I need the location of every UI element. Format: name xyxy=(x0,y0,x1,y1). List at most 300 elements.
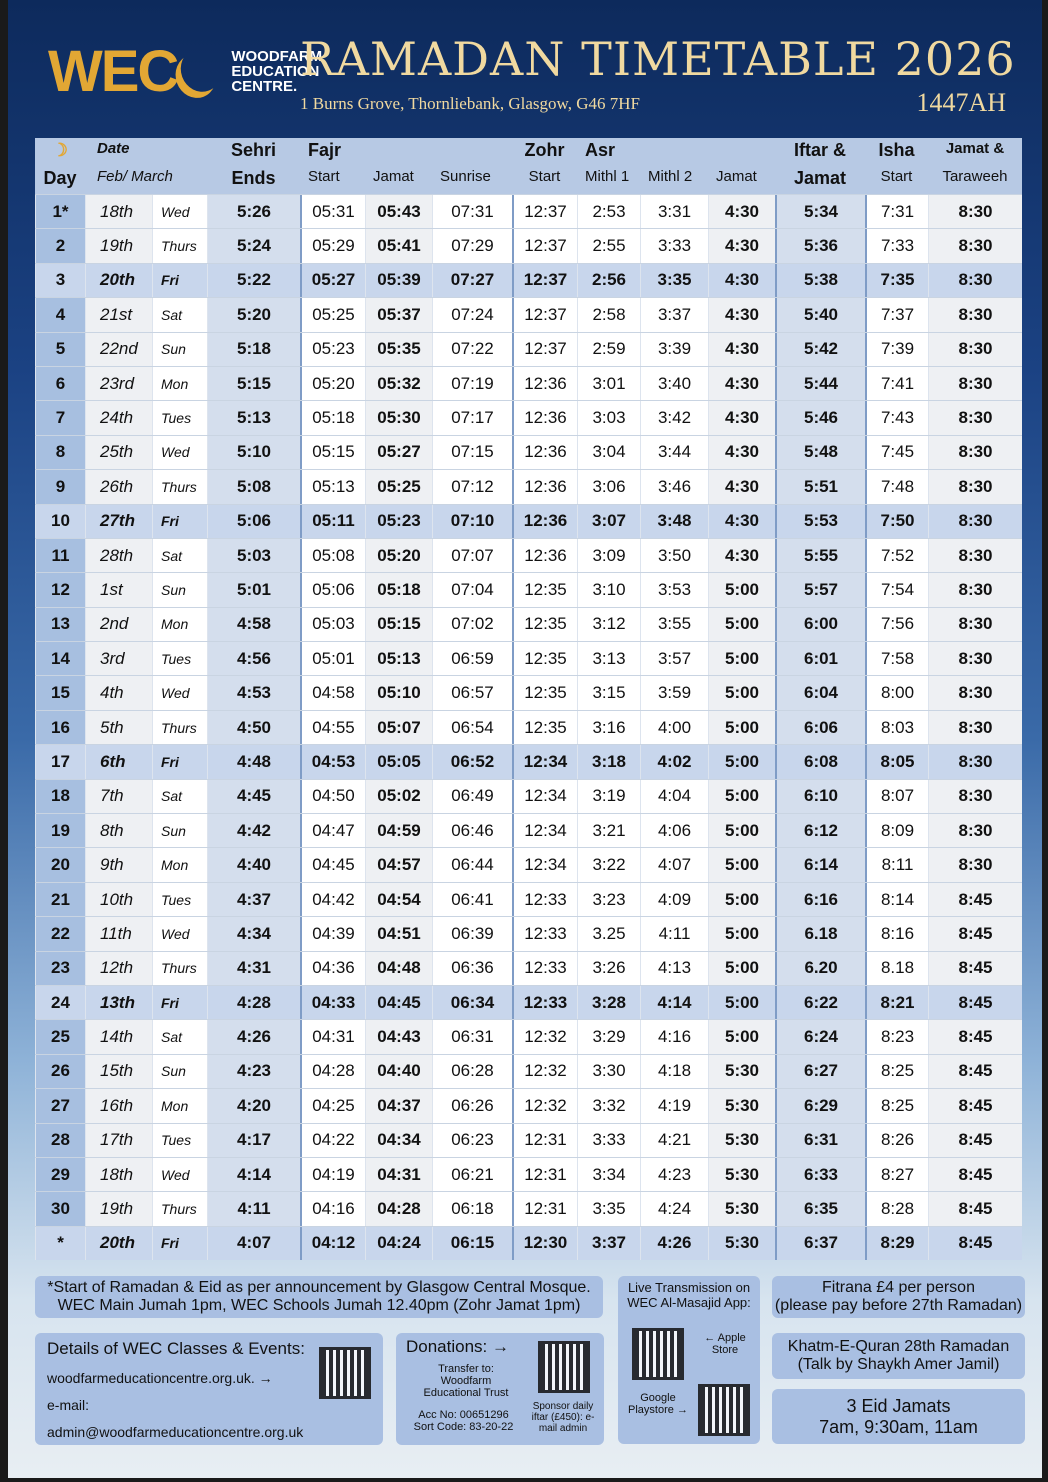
cell-taraweeh-jamat: 8:30 xyxy=(928,505,1022,538)
cell-day: 15 xyxy=(35,676,85,709)
cell-isha-start: 7:37 xyxy=(865,298,928,331)
cell-date: 16th xyxy=(85,1089,152,1122)
header-label: Mithl 2 xyxy=(648,168,693,185)
cell-asr-jamat: 5:30 xyxy=(708,1227,775,1260)
header-sunrise xyxy=(432,138,512,194)
header-label: Taraweeh xyxy=(942,168,1008,185)
cell-zohr-start: 12:36 xyxy=(512,505,577,538)
cell-zohr-start: 12:33 xyxy=(512,952,577,985)
cell-day: 8 xyxy=(35,436,85,469)
cell-day: 9 xyxy=(35,470,85,503)
cell-sehri-ends: 5:13 xyxy=(207,401,300,434)
cell-taraweeh-jamat: 8:45 xyxy=(928,1192,1022,1225)
cell-iftar-jamat: 6:24 xyxy=(775,1020,865,1053)
cell-fajr-jamat: 05:27 xyxy=(365,436,432,469)
cell-day: 11 xyxy=(35,539,85,572)
cell-sunrise: 07:12 xyxy=(432,470,512,503)
cell-zohr-start: 12:36 xyxy=(512,401,577,434)
cell-iftar-jamat: 5:48 xyxy=(775,436,865,469)
cell-taraweeh-jamat: 8:30 xyxy=(928,676,1022,709)
note-line: *Start of Ramadan & Eid as per announcement by Glasgow Central Mosque. xyxy=(47,1279,591,1296)
note-line: WEC Main Jumah 1pm, WEC Schools Jumah 12.40pm (Zohr Jamat 1pm) xyxy=(57,1297,581,1314)
cell-asr-jamat: 5:00 xyxy=(708,608,775,641)
cell-date: 20th xyxy=(85,264,152,297)
eid-title: 3 Eid Jamats xyxy=(846,1395,951,1416)
cell-fajr-start: 04:36 xyxy=(300,952,365,985)
cell-iftar-jamat: 5:46 xyxy=(775,401,865,434)
cell-weekday: Thurs xyxy=(152,952,207,985)
cell-sehri-ends: 4:31 xyxy=(207,952,300,985)
cell-asr-mithl1: 3:12 xyxy=(577,608,640,641)
header-label: Jamat xyxy=(793,168,847,188)
timetable xyxy=(35,138,1022,1260)
cell-zohr-start: 12:31 xyxy=(512,1158,577,1191)
cell-date: 14th xyxy=(85,1020,152,1053)
cell-date: 11th xyxy=(85,917,152,950)
cell-sehri-ends: 5:06 xyxy=(207,505,300,538)
cell-date: 15th xyxy=(85,1055,152,1088)
cell-sunrise: 06:46 xyxy=(432,814,512,847)
cell-taraweeh-jamat: 8:30 xyxy=(928,780,1022,813)
cell-asr-mithl1: 3:13 xyxy=(577,642,640,675)
cell-fajr-start: 05:08 xyxy=(300,539,365,572)
cell-sunrise: 06:49 xyxy=(432,780,512,813)
cell-asr-mithl2: 3:46 xyxy=(640,470,708,503)
cell-asr-mithl2: 4:19 xyxy=(640,1089,708,1122)
cell-asr-mithl2: 4:18 xyxy=(640,1055,708,1088)
table-row xyxy=(35,504,1022,538)
cell-asr-jamat: 5:00 xyxy=(708,1020,775,1053)
cell-zohr-start: 12:32 xyxy=(512,1020,577,1053)
cell-asr-mithl1: 3:32 xyxy=(577,1089,640,1122)
cell-isha-start: 8:29 xyxy=(865,1227,928,1260)
cell-date: 26th xyxy=(85,470,152,503)
cell-sehri-ends: 4:37 xyxy=(207,883,300,916)
table-row xyxy=(35,675,1022,709)
cell-day: 10 xyxy=(35,505,85,538)
cell-sunrise: 07:07 xyxy=(432,539,512,572)
cell-isha-start: 7:39 xyxy=(865,333,928,366)
cell-day: 2 xyxy=(35,229,85,262)
header-label: Sehri xyxy=(230,140,277,160)
cell-date: 24th xyxy=(85,401,152,434)
cell-asr-mithl2: 4:24 xyxy=(640,1192,708,1225)
cell-asr-mithl1: 3:37 xyxy=(577,1227,640,1260)
cell-taraweeh-jamat: 8:30 xyxy=(928,333,1022,366)
cell-fajr-jamat: 05:02 xyxy=(365,780,432,813)
cell-sehri-ends: 4:07 xyxy=(207,1227,300,1260)
sponsor-info: Sponsor daily iftar (£450): e-mail admin xyxy=(531,1401,595,1434)
live-transmission-box xyxy=(618,1276,760,1444)
cell-day: 13 xyxy=(35,608,85,641)
cell-fajr-start: 04:58 xyxy=(300,676,365,709)
cell-day: 21 xyxy=(35,883,85,916)
apple-store-link[interactable]: ← Apple Store xyxy=(704,1332,746,1356)
cell-day: 24 xyxy=(35,986,85,1019)
table-row xyxy=(35,1088,1022,1122)
cell-sunrise: 06:21 xyxy=(432,1158,512,1191)
cell-isha-start: 7:31 xyxy=(865,195,928,228)
qr-code-icon[interactable] xyxy=(698,1384,750,1436)
wec-logo xyxy=(48,38,322,105)
cell-date: 10th xyxy=(85,883,152,916)
cell-date: 19th xyxy=(85,1192,152,1225)
cell-sehri-ends: 5:20 xyxy=(207,298,300,331)
cell-iftar-jamat: 6:29 xyxy=(775,1089,865,1122)
cell-date: 4th xyxy=(85,676,152,709)
cell-sunrise: 07:04 xyxy=(432,573,512,606)
cell-taraweeh-jamat: 8:30 xyxy=(928,264,1022,297)
cell-fajr-jamat: 05:39 xyxy=(365,264,432,297)
cell-fajr-start: 04:45 xyxy=(300,848,365,881)
khatm-box xyxy=(772,1333,1025,1379)
cell-weekday: Fri xyxy=(152,1227,207,1260)
cell-sunrise: 06:31 xyxy=(432,1020,512,1053)
cell-fajr-jamat: 05:43 xyxy=(365,195,432,228)
cell-taraweeh-jamat: 8:30 xyxy=(928,539,1022,572)
cell-taraweeh-jamat: 8:30 xyxy=(928,711,1022,744)
header-sehri-ends xyxy=(207,138,300,194)
cell-asr-mithl2: 3:53 xyxy=(640,573,708,606)
cell-asr-mithl2: 3:35 xyxy=(640,264,708,297)
header-label: Sunrise xyxy=(440,168,491,185)
table-row xyxy=(35,332,1022,366)
cell-asr-mithl1: 3:34 xyxy=(577,1158,640,1191)
cell-isha-start: 8:11 xyxy=(865,848,928,881)
cell-fajr-jamat: 04:28 xyxy=(365,1192,432,1225)
cell-sehri-ends: 5:26 xyxy=(207,195,300,228)
cell-iftar-jamat: 6:00 xyxy=(775,608,865,641)
table-row xyxy=(35,435,1022,469)
header-label: Jamat xyxy=(373,168,414,185)
cell-iftar-jamat: 5:34 xyxy=(775,195,865,228)
cell-day: 4 xyxy=(35,298,85,331)
cell-sunrise: 07:10 xyxy=(432,505,512,538)
cell-asr-jamat: 4:30 xyxy=(708,436,775,469)
cell-asr-mithl2: 3:48 xyxy=(640,505,708,538)
account-number: Acc No: 00651296 xyxy=(418,1409,509,1421)
cell-weekday: Thurs xyxy=(152,470,207,503)
header-label: Day xyxy=(43,168,77,188)
cell-day: 27 xyxy=(35,1089,85,1122)
cell-iftar-jamat: 6:35 xyxy=(775,1192,865,1225)
fitrana-box xyxy=(772,1276,1025,1318)
cell-zohr-start: 12:34 xyxy=(512,814,577,847)
cell-asr-jamat: 5:30 xyxy=(708,1158,775,1191)
page-title: RAMADAN TIMETABLE 2026 xyxy=(300,32,1016,86)
cell-asr-mithl1: 3:30 xyxy=(577,1055,640,1088)
cell-asr-mithl2: 4:26 xyxy=(640,1227,708,1260)
cell-weekday: Sat xyxy=(152,780,207,813)
table-row xyxy=(35,1157,1022,1191)
cell-fajr-jamat: 04:48 xyxy=(365,952,432,985)
email-link[interactable]: admin@woodfarmeducationcentre.org.uk xyxy=(47,1423,304,1440)
cell-isha-start: 7:41 xyxy=(865,367,928,400)
cell-day: 6 xyxy=(35,367,85,400)
cell-asr-mithl1: 3:22 xyxy=(577,848,640,881)
cell-weekday: Mon xyxy=(152,608,207,641)
cell-fajr-jamat: 04:37 xyxy=(365,1089,432,1122)
cell-taraweeh-jamat: 8:45 xyxy=(928,1020,1022,1053)
cell-sehri-ends: 4:34 xyxy=(207,917,300,950)
cell-weekday: Mon xyxy=(152,367,207,400)
cell-sehri-ends: 4:20 xyxy=(207,1089,300,1122)
website-link[interactable]: woodfarmeducationcentre.org.uk. → xyxy=(47,1369,273,1386)
cell-asr-mithl1: 2:56 xyxy=(577,264,640,297)
table-row xyxy=(35,1226,1022,1260)
table-row xyxy=(35,538,1022,572)
cell-sehri-ends: 4:53 xyxy=(207,676,300,709)
cell-asr-mithl2: 3:37 xyxy=(640,298,708,331)
cell-zohr-start: 12:37 xyxy=(512,333,577,366)
cell-iftar-jamat: 6:06 xyxy=(775,711,865,744)
cell-asr-jamat: 4:30 xyxy=(708,401,775,434)
cell-sunrise: 06:18 xyxy=(432,1192,512,1225)
header-fajr-start xyxy=(300,138,365,194)
cell-fajr-start: 05:13 xyxy=(300,470,365,503)
cell-asr-mithl1: 3:21 xyxy=(577,814,640,847)
cell-date: 28th xyxy=(85,539,152,572)
cell-date: 8th xyxy=(85,814,152,847)
cell-zohr-start: 12:30 xyxy=(512,1227,577,1260)
cell-sehri-ends: 5:01 xyxy=(207,573,300,606)
cell-day: 1* xyxy=(35,195,85,228)
cell-fajr-start: 05:15 xyxy=(300,436,365,469)
donations-title: Donations: → xyxy=(406,1337,509,1356)
cell-asr-mithl2: 4:04 xyxy=(640,780,708,813)
cell-asr-mithl2: 4:14 xyxy=(640,986,708,1019)
cell-fajr-start: 04:16 xyxy=(300,1192,365,1225)
cell-asr-jamat: 5:00 xyxy=(708,780,775,813)
cell-date: 7th xyxy=(85,780,152,813)
cell-asr-jamat: 4:30 xyxy=(708,333,775,366)
cell-fajr-jamat: 04:59 xyxy=(365,814,432,847)
cell-asr-mithl1: 3:09 xyxy=(577,539,640,572)
cell-asr-mithl2: 3:42 xyxy=(640,401,708,434)
cell-sunrise: 07:15 xyxy=(432,436,512,469)
table-row xyxy=(35,1123,1022,1157)
cell-date: 18th xyxy=(85,195,152,228)
cell-asr-mithl1: 3:06 xyxy=(577,470,640,503)
cell-taraweeh-jamat: 8:30 xyxy=(928,195,1022,228)
google-playstore-link[interactable]: Google Playstore → xyxy=(628,1392,688,1416)
cell-fajr-jamat: 04:45 xyxy=(365,986,432,1019)
table-row xyxy=(35,297,1022,331)
cell-sehri-ends: 4:48 xyxy=(207,745,300,778)
cell-asr-mithl2: 4:13 xyxy=(640,952,708,985)
cell-asr-mithl2: 4:16 xyxy=(640,1020,708,1053)
cell-weekday: Mon xyxy=(152,1089,207,1122)
cell-iftar-jamat: 6:04 xyxy=(775,676,865,709)
cell-iftar-jamat: 5:51 xyxy=(775,470,865,503)
cell-weekday: Wed xyxy=(152,676,207,709)
cell-asr-mithl2: 4:23 xyxy=(640,1158,708,1191)
cell-fajr-start: 05:31 xyxy=(300,195,365,228)
cell-weekday: Sat xyxy=(152,539,207,572)
cell-sehri-ends: 4:58 xyxy=(207,608,300,641)
cell-date: 19th xyxy=(85,229,152,262)
cell-sunrise: 06:52 xyxy=(432,745,512,778)
cell-asr-mithl2: 4:11 xyxy=(640,917,708,950)
cell-fajr-start: 05:23 xyxy=(300,333,365,366)
crescent-moon-icon xyxy=(175,42,228,97)
cell-asr-mithl2: 4:09 xyxy=(640,883,708,916)
cell-isha-start: 7:58 xyxy=(865,642,928,675)
cell-zohr-start: 12:34 xyxy=(512,745,577,778)
cell-taraweeh-jamat: 8:45 xyxy=(928,1227,1022,1260)
table-row xyxy=(35,400,1022,434)
khatm-line: (Talk by Shaykh Amer Jamil) xyxy=(797,1356,1000,1373)
cell-fajr-jamat: 04:40 xyxy=(365,1055,432,1088)
cell-day: 19 xyxy=(35,814,85,847)
cell-taraweeh-jamat: 8:30 xyxy=(928,573,1022,606)
cell-asr-jamat: 4:30 xyxy=(708,229,775,262)
details-title: Details of WEC Classes & Events: xyxy=(47,1338,305,1358)
cell-iftar-jamat: 5:44 xyxy=(775,367,865,400)
cell-day: 18 xyxy=(35,780,85,813)
cell-isha-start: 7:33 xyxy=(865,229,928,262)
cell-fajr-start: 04:31 xyxy=(300,1020,365,1053)
cell-zohr-start: 12:37 xyxy=(512,195,577,228)
cell-taraweeh-jamat: 8:30 xyxy=(928,401,1022,434)
cell-weekday: Tues xyxy=(152,1124,207,1157)
header-label: Asr xyxy=(585,140,616,160)
table-row xyxy=(35,194,1022,228)
cell-fajr-start: 05:11 xyxy=(300,505,365,538)
qr-code-icon[interactable] xyxy=(319,1347,371,1399)
cell-sehri-ends: 4:14 xyxy=(207,1158,300,1191)
cell-day: 3 xyxy=(35,264,85,297)
cell-isha-start: 7:56 xyxy=(865,608,928,641)
cell-sunrise: 06:59 xyxy=(432,642,512,675)
cell-sehri-ends: 4:45 xyxy=(207,780,300,813)
qr-code-icon[interactable] xyxy=(632,1328,684,1380)
cell-day: 28 xyxy=(35,1124,85,1157)
cell-taraweeh-jamat: 8:30 xyxy=(928,367,1022,400)
cell-fajr-jamat: 05:30 xyxy=(365,401,432,434)
cell-sunrise: 06:44 xyxy=(432,848,512,881)
cell-weekday: Tues xyxy=(152,401,207,434)
fitrana-line: Fitrana £4 per person xyxy=(822,1279,975,1296)
cell-date: 17th xyxy=(85,1124,152,1157)
header-asr-mithl1 xyxy=(577,138,640,194)
cell-taraweeh-jamat: 8:30 xyxy=(928,848,1022,881)
table-row xyxy=(35,813,1022,847)
org-name-line: EDUCATION xyxy=(231,63,320,80)
header-label: Jamat xyxy=(716,168,757,185)
cell-sehri-ends: 4:42 xyxy=(207,814,300,847)
cell-asr-mithl1: 3:16 xyxy=(577,711,640,744)
cell-date: 3rd xyxy=(85,642,152,675)
cell-zohr-start: 12:33 xyxy=(512,883,577,916)
qr-code-icon[interactable] xyxy=(538,1341,590,1393)
cell-sehri-ends: 4:40 xyxy=(207,848,300,881)
cell-sehri-ends: 5:15 xyxy=(207,367,300,400)
cell-weekday: Wed xyxy=(152,195,207,228)
cell-taraweeh-jamat: 8:45 xyxy=(928,1124,1022,1157)
cell-zohr-start: 12:36 xyxy=(512,539,577,572)
cell-sunrise: 06:41 xyxy=(432,883,512,916)
cell-weekday: Wed xyxy=(152,1158,207,1191)
cell-day: 17 xyxy=(35,745,85,778)
cell-fajr-jamat: 05:20 xyxy=(365,539,432,572)
table-row xyxy=(35,779,1022,813)
cell-zohr-start: 12:34 xyxy=(512,848,577,881)
cell-asr-mithl2: 3:40 xyxy=(640,367,708,400)
header-label: Feb/ March xyxy=(97,168,173,185)
header-label: Mithl 1 xyxy=(585,168,630,185)
header-taraweeh-jamat xyxy=(928,138,1022,194)
cell-iftar-jamat: 5:36 xyxy=(775,229,865,262)
cell-iftar-jamat: 6:08 xyxy=(775,745,865,778)
cell-weekday: Sat xyxy=(152,1020,207,1053)
cell-fajr-jamat: 05:41 xyxy=(365,229,432,262)
cell-asr-jamat: 5:30 xyxy=(708,1124,775,1157)
cell-sehri-ends: 4:17 xyxy=(207,1124,300,1157)
cell-iftar-jamat: 5:55 xyxy=(775,539,865,572)
cell-iftar-jamat: 5:40 xyxy=(775,298,865,331)
cell-sunrise: 06:15 xyxy=(432,1227,512,1260)
table-row xyxy=(35,1054,1022,1088)
cell-sehri-ends: 5:18 xyxy=(207,333,300,366)
table-row xyxy=(35,607,1022,641)
cell-day: * xyxy=(35,1227,85,1260)
header-zohr-start xyxy=(512,138,577,194)
cell-day: 23 xyxy=(35,952,85,985)
cell-zohr-start: 12:35 xyxy=(512,608,577,641)
cell-asr-jamat: 5:00 xyxy=(708,952,775,985)
cell-asr-jamat: 5:00 xyxy=(708,573,775,606)
header-label: Jamat & xyxy=(945,140,1005,157)
cell-isha-start: 8:26 xyxy=(865,1124,928,1157)
cell-asr-mithl2: 4:06 xyxy=(640,814,708,847)
cell-asr-jamat: 5:00 xyxy=(708,848,775,881)
cell-taraweeh-jamat: 8:30 xyxy=(928,745,1022,778)
cell-taraweeh-jamat: 8:30 xyxy=(928,298,1022,331)
cell-asr-mithl1: 3:26 xyxy=(577,952,640,985)
header-label: Start xyxy=(308,168,340,185)
cell-day: 30 xyxy=(35,1192,85,1225)
details-box xyxy=(35,1333,383,1445)
cell-isha-start: 8.18 xyxy=(865,952,928,985)
cell-fajr-jamat: 04:57 xyxy=(365,848,432,881)
cell-date: 6th xyxy=(85,745,152,778)
cell-weekday: Sun xyxy=(152,333,207,366)
cell-sunrise: 07:19 xyxy=(432,367,512,400)
cell-fajr-start: 05:06 xyxy=(300,573,365,606)
cell-fajr-jamat: 05:15 xyxy=(365,608,432,641)
cell-isha-start: 8:23 xyxy=(865,1020,928,1053)
cell-fajr-jamat: 05:05 xyxy=(365,745,432,778)
table-row xyxy=(35,469,1022,503)
live-title: Live Transmission on WEC Al-Masajid App: xyxy=(627,1280,751,1310)
table-row xyxy=(35,985,1022,1019)
header-label: Isha xyxy=(878,140,915,160)
cell-isha-start: 7:52 xyxy=(865,539,928,572)
cell-fajr-jamat: 04:54 xyxy=(365,883,432,916)
cell-sehri-ends: 5:24 xyxy=(207,229,300,262)
cell-isha-start: 8:28 xyxy=(865,1192,928,1225)
cell-asr-jamat: 4:30 xyxy=(708,264,775,297)
cell-taraweeh-jamat: 8:45 xyxy=(928,986,1022,1019)
cell-asr-jamat: 4:30 xyxy=(708,367,775,400)
transfer-info: Transfer to: Woodfarm Educational Trust xyxy=(423,1363,509,1399)
cell-isha-start: 8:00 xyxy=(865,676,928,709)
table-row xyxy=(35,882,1022,916)
cell-asr-mithl1: 2:55 xyxy=(577,229,640,262)
cell-day: 16 xyxy=(35,711,85,744)
cell-day: 22 xyxy=(35,917,85,950)
